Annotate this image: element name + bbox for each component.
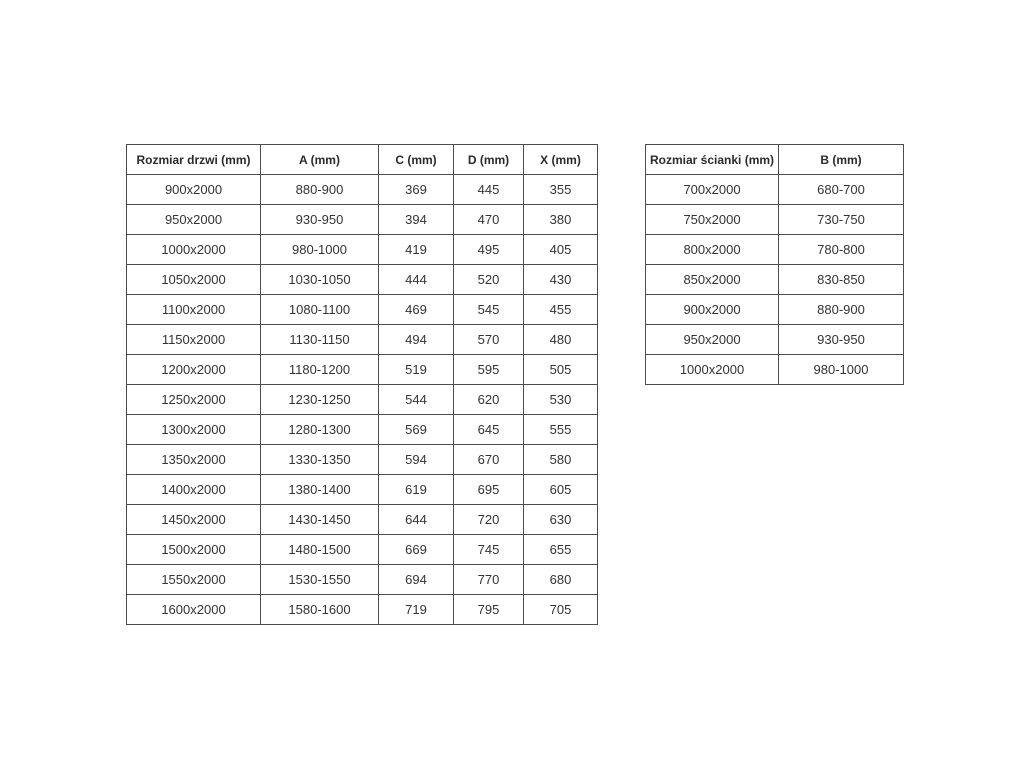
table-row bbox=[127, 205, 598, 235]
table-cell: 645 bbox=[454, 415, 524, 445]
table-cell: 1030-1050 bbox=[261, 265, 379, 295]
column-header: X (mm) bbox=[524, 145, 598, 175]
table-cell: 830-850 bbox=[779, 265, 904, 295]
table-cell: 1200x2000 bbox=[127, 355, 261, 385]
table-cell: 519 bbox=[379, 355, 454, 385]
table-row bbox=[127, 595, 598, 625]
table-row bbox=[127, 385, 598, 415]
door-sizes-table bbox=[126, 144, 598, 625]
table-cell: 1080-1100 bbox=[261, 295, 379, 325]
table-cell: 694 bbox=[379, 565, 454, 595]
table-cell: 469 bbox=[379, 295, 454, 325]
table-cell: 569 bbox=[379, 415, 454, 445]
table-cell: 850x2000 bbox=[646, 265, 779, 295]
table-row bbox=[127, 505, 598, 535]
table-row bbox=[127, 355, 598, 385]
table-cell: 670 bbox=[454, 445, 524, 475]
table-cell: 795 bbox=[454, 595, 524, 625]
table-cell: 1300x2000 bbox=[127, 415, 261, 445]
table-cell: 444 bbox=[379, 265, 454, 295]
table-cell: 900x2000 bbox=[646, 295, 779, 325]
table-row bbox=[646, 265, 904, 295]
table-cell: 1000x2000 bbox=[127, 235, 261, 265]
table-cell: 394 bbox=[379, 205, 454, 235]
table-row bbox=[127, 175, 598, 205]
table-cell: 980-1000 bbox=[779, 355, 904, 385]
table-cell: 455 bbox=[524, 295, 598, 325]
table-cell: 770 bbox=[454, 565, 524, 595]
table-cell: 445 bbox=[454, 175, 524, 205]
header-row bbox=[127, 145, 598, 175]
table-cell: 1150x2000 bbox=[127, 325, 261, 355]
table-cell: 1280-1300 bbox=[261, 415, 379, 445]
table-cell: 630 bbox=[524, 505, 598, 535]
table-cell: 700x2000 bbox=[646, 175, 779, 205]
table-cell: 430 bbox=[524, 265, 598, 295]
table-cell: 669 bbox=[379, 535, 454, 565]
table-cell: 505 bbox=[524, 355, 598, 385]
table-cell: 619 bbox=[379, 475, 454, 505]
table-cell: 595 bbox=[454, 355, 524, 385]
table-cell: 1050x2000 bbox=[127, 265, 261, 295]
table-cell: 1380-1400 bbox=[261, 475, 379, 505]
table-row bbox=[646, 235, 904, 265]
column-header: C (mm) bbox=[379, 145, 454, 175]
table-row bbox=[127, 565, 598, 595]
table-cell: 1500x2000 bbox=[127, 535, 261, 565]
table-row bbox=[127, 535, 598, 565]
table-cell: 570 bbox=[454, 325, 524, 355]
table-cell: 705 bbox=[524, 595, 598, 625]
table-cell: 594 bbox=[379, 445, 454, 475]
table-cell: 544 bbox=[379, 385, 454, 415]
table-row bbox=[646, 325, 904, 355]
table-cell: 580 bbox=[524, 445, 598, 475]
table-cell: 530 bbox=[524, 385, 598, 415]
table-cell: 495 bbox=[454, 235, 524, 265]
table-row bbox=[646, 355, 904, 385]
table-cell: 655 bbox=[524, 535, 598, 565]
table-cell: 1550x2000 bbox=[127, 565, 261, 595]
table-row bbox=[127, 265, 598, 295]
table-cell: 1000x2000 bbox=[646, 355, 779, 385]
table-cell: 719 bbox=[379, 595, 454, 625]
table-row bbox=[127, 235, 598, 265]
table-cell: 720 bbox=[454, 505, 524, 535]
table-cell: 930-950 bbox=[261, 205, 379, 235]
table-cell: 1580-1600 bbox=[261, 595, 379, 625]
table-cell: 605 bbox=[524, 475, 598, 505]
table-row bbox=[646, 295, 904, 325]
table-cell: 980-1000 bbox=[261, 235, 379, 265]
table-row bbox=[127, 415, 598, 445]
table-cell: 1130-1150 bbox=[261, 325, 379, 355]
table-cell: 1400x2000 bbox=[127, 475, 261, 505]
table-row bbox=[646, 205, 904, 235]
wall-panel-sizes-table bbox=[645, 144, 904, 385]
table-cell: 930-950 bbox=[779, 325, 904, 355]
table-cell: 1230-1250 bbox=[261, 385, 379, 415]
table-cell: 880-900 bbox=[779, 295, 904, 325]
table-cell: 419 bbox=[379, 235, 454, 265]
table-cell: 494 bbox=[379, 325, 454, 355]
table-row bbox=[646, 175, 904, 205]
table-cell: 1180-1200 bbox=[261, 355, 379, 385]
table-cell: 950x2000 bbox=[646, 325, 779, 355]
table-cell: 380 bbox=[524, 205, 598, 235]
table-cell: 1600x2000 bbox=[127, 595, 261, 625]
table-cell: 800x2000 bbox=[646, 235, 779, 265]
table-cell: 750x2000 bbox=[646, 205, 779, 235]
table-cell: 480 bbox=[524, 325, 598, 355]
column-header: Rozmiar ścianki (mm) bbox=[646, 145, 779, 175]
table-cell: 555 bbox=[524, 415, 598, 445]
table-cell: 545 bbox=[454, 295, 524, 325]
table-cell: 745 bbox=[454, 535, 524, 565]
table-cell: 520 bbox=[454, 265, 524, 295]
table-cell: 780-800 bbox=[779, 235, 904, 265]
column-header: A (mm) bbox=[261, 145, 379, 175]
table-cell: 1480-1500 bbox=[261, 535, 379, 565]
table-cell: 695 bbox=[454, 475, 524, 505]
table-cell: 470 bbox=[454, 205, 524, 235]
table-cell: 1450x2000 bbox=[127, 505, 261, 535]
table-cell: 730-750 bbox=[779, 205, 904, 235]
table-cell: 1330-1350 bbox=[261, 445, 379, 475]
table-cell: 680-700 bbox=[779, 175, 904, 205]
table-cell: 950x2000 bbox=[127, 205, 261, 235]
table-row bbox=[127, 445, 598, 475]
table-cell: 405 bbox=[524, 235, 598, 265]
table-row bbox=[127, 475, 598, 505]
table-cell: 355 bbox=[524, 175, 598, 205]
table-cell: 620 bbox=[454, 385, 524, 415]
table-cell: 1250x2000 bbox=[127, 385, 261, 415]
table-cell: 369 bbox=[379, 175, 454, 205]
column-header: Rozmiar drzwi (mm) bbox=[127, 145, 261, 175]
table-cell: 1100x2000 bbox=[127, 295, 261, 325]
table-cell: 880-900 bbox=[261, 175, 379, 205]
column-header: D (mm) bbox=[454, 145, 524, 175]
table-cell: 680 bbox=[524, 565, 598, 595]
table-row bbox=[127, 325, 598, 355]
table-cell: 1530-1550 bbox=[261, 565, 379, 595]
table-cell: 1430-1450 bbox=[261, 505, 379, 535]
table-cell: 1350x2000 bbox=[127, 445, 261, 475]
column-header: B (mm) bbox=[779, 145, 904, 175]
table-cell: 900x2000 bbox=[127, 175, 261, 205]
table-cell: 644 bbox=[379, 505, 454, 535]
table-row bbox=[127, 295, 598, 325]
header-row bbox=[646, 145, 904, 175]
